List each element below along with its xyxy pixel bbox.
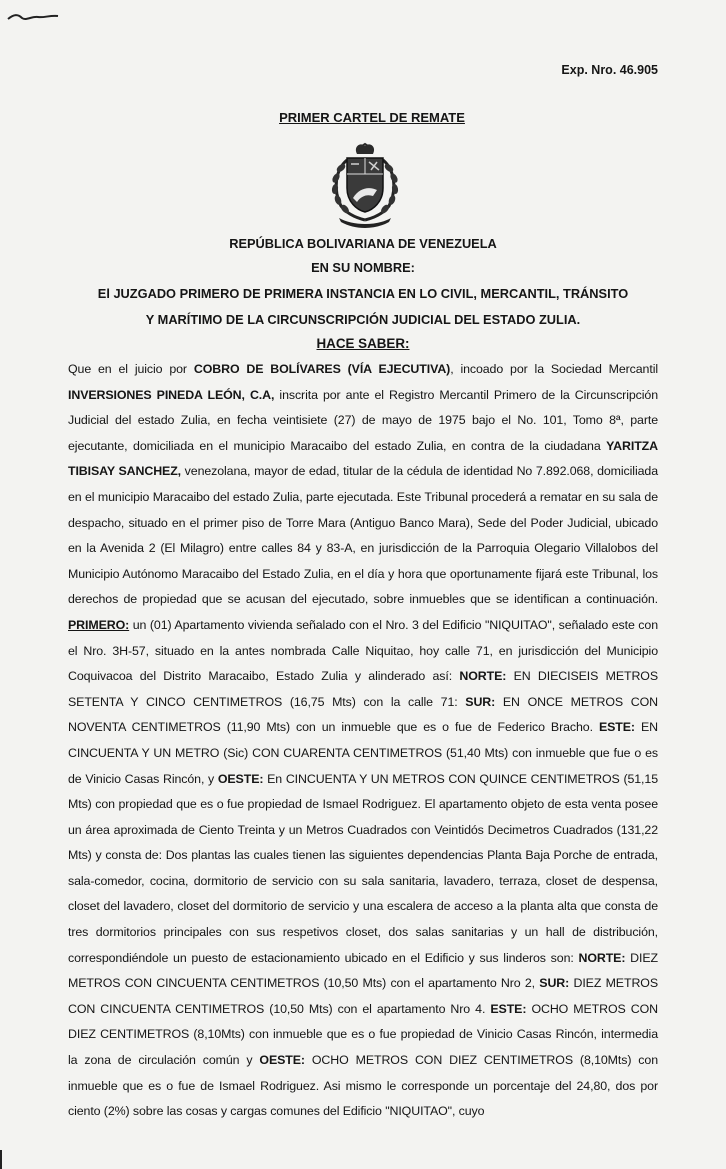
boundary-label: SUR: [539, 976, 570, 991]
hace-saber-heading: HACE SABER: [316, 336, 410, 351]
body-text: DIEZ METROS CON CINCUENTA CENTIMETROS (10,50 Mts) con el apartamento Nro 2, [68, 950, 658, 991]
handwritten-mark-icon [6, 10, 60, 24]
boundary-label: NORTE: [459, 669, 507, 684]
notice-body [68, 357, 658, 1125]
boundary-label: OESTE: [259, 1053, 305, 1068]
court-heading-line-2: Y MARÍTIMO DE LA CIRCUNSCRIPCIÓN JUDICIAL DEL ESTADO ZULIA. [145, 312, 581, 327]
body-text: EN CINCUENTA Y UN METRO (Sic) CON CUARENTA CENTIMETROS (51,40 Mts) con inmueble que fue o es de Vinicio Casas Rincón, y [68, 720, 658, 786]
body-text: venezolana, mayor de edad, titular de la cédula de identidad No 7.892.068, domiciliada en el municipio Maracaibo del estado Zulia, parte ejecutada. Este Tribunal procederá a rematar en su sala de despacho, situado en el primer piso de Torre Mara (Antiguo Banco Mara), Sede del Poder Judicial, ubicado en la Avenida 2 (El Milagro) entre calles 84 y 83-A, en jurisdicción de la Parroquia Olegario Villalobos del Municipio Autónomo Maracaibo del Estado Zulia, en el día y hora que oportunamente fijará este Tribunal, los derechos de propiedad que se acusan del ejecutado, sobre inmuebles que se identifican a continuación. [68, 464, 658, 607]
primero-label: PRIMERO: [68, 617, 130, 632]
court-heading-line-1: El JUZGADO PRIMERO DE PRIMERA INSTANCIA EN LO CIVIL, MERCANTIL, TRÁNSITO [97, 286, 629, 301]
body-emphasis: COBRO DE BOLÍVARES (VÍA EJECUTIVA) [193, 362, 451, 376]
venezuela-coat-of-arms-icon [323, 140, 407, 228]
body-text: En CINCUENTA Y UN METROS CON QUINCE CENTIMETROS (51,15 Mts) con propiedad que es o fue propiedad de Ismael Rodriguez. El apartamento objeto de esta venta posee un área aproximada de Ciento Treinta y un Metros Cuadrados con Veintidós Decimetros Cuadrados (131,22 Mts) y consta de: Dos plantas las cuales tienen las siguientes dependencias Planta Baja Porche de entrada, sala-comedor, cocina, dormitorio de servicio con su sala sanitaria, lavadero, terraza, closet de despensa, closet del lavadero, closet del dormitorio de servicio y una escalera de acceso a la planta alta que consta de tres dormitorios principales con sus respetivos closet, dos salas sanitarias y un hall de distribución, correspondiéndole un puesto de estacionamiento ubicado en el Edificio y sus linderos son: [68, 771, 658, 965]
boundary-label: NORTE: [578, 950, 626, 965]
scan-edge-mark [0, 1150, 2, 1169]
boundary-label: ESTE: [598, 720, 635, 735]
body-emphasis: INVERSIONES PINEDA LEÓN, C.A, [68, 387, 275, 402]
body-emphasis: YARITZA TIBISAY SANCHEZ, [68, 438, 658, 479]
expediente-number: Exp. Nro. 46.905 [561, 63, 658, 77]
body-text: , incoado por la Sociedad Mercantil [450, 362, 658, 376]
boundary-label: ESTE: [490, 1001, 527, 1016]
body-text: EN DIECISEIS METROS SETENTA Y CINCO CENTIMETROS (16,75 Mts) con la calle 71: [68, 669, 659, 709]
en-su-nombre-heading: EN SU NOMBRE: [311, 260, 415, 275]
boundary-label: SUR: [465, 694, 496, 709]
body-text: EN ONCE METROS CON NOVENTA CENTIMETROS (11,90 Mts) con un inmueble que es o fue de Federico Bracho. [68, 694, 659, 735]
body-text: inscrita por ante el Registro Mercantil Primero de la Circunscripción Judicial del estado Zulia, en fecha veintisiete (27) de mayo de 1975 bajo el No. 101, Tomo 8ª, parte ejecutante, domiciliada en el municipio Maracaibo del estado Zulia, en contra de la ciudadana [68, 387, 658, 453]
body-text: Que en el juicio por [68, 362, 194, 376]
republic-heading: REPÚBLICA BOLIVARIANA DE VENEZUELA [229, 236, 497, 251]
body-text: un (01) Apartamento vivienda señalado con el Nro. 3 del Edificio "NIQUITAO", señalado este con el Nro. 3H-57, situado en la antes nombrada Calle Niquitao, hoy calle 71, en jurisdicción del Municipio Coquivacoa del Distrito Maracaibo, Estado Zulia y alinderado así: [68, 617, 658, 684]
page-title: PRIMER CARTEL DE REMATE [279, 110, 465, 125]
body-text: DIEZ METROS CON CINCUENTA CENTIMETROS (10,50 Mts) con el apartamento Nro 4. [68, 976, 658, 1016]
body-text: OCHO METROS CON DIEZ CENTIMETROS (8,10Mts) con inmueble que es o fue de Ismael Rodriguez. Asi mismo le corresponde un porcentaje del 24,80, dos por ciento (2%) sobre las cosas y cargas comunes del Edificio "NIQUITAO", cuyo [68, 1053, 658, 1119]
body-text: OCHO METROS CON DIEZ CENTIMETROS (8,10Mts) con inmueble que es o fue propiedad de Vinicio Casas Rincón, intermedia la zona de circulación común y [68, 1001, 658, 1068]
boundary-label: OESTE: [217, 771, 264, 786]
